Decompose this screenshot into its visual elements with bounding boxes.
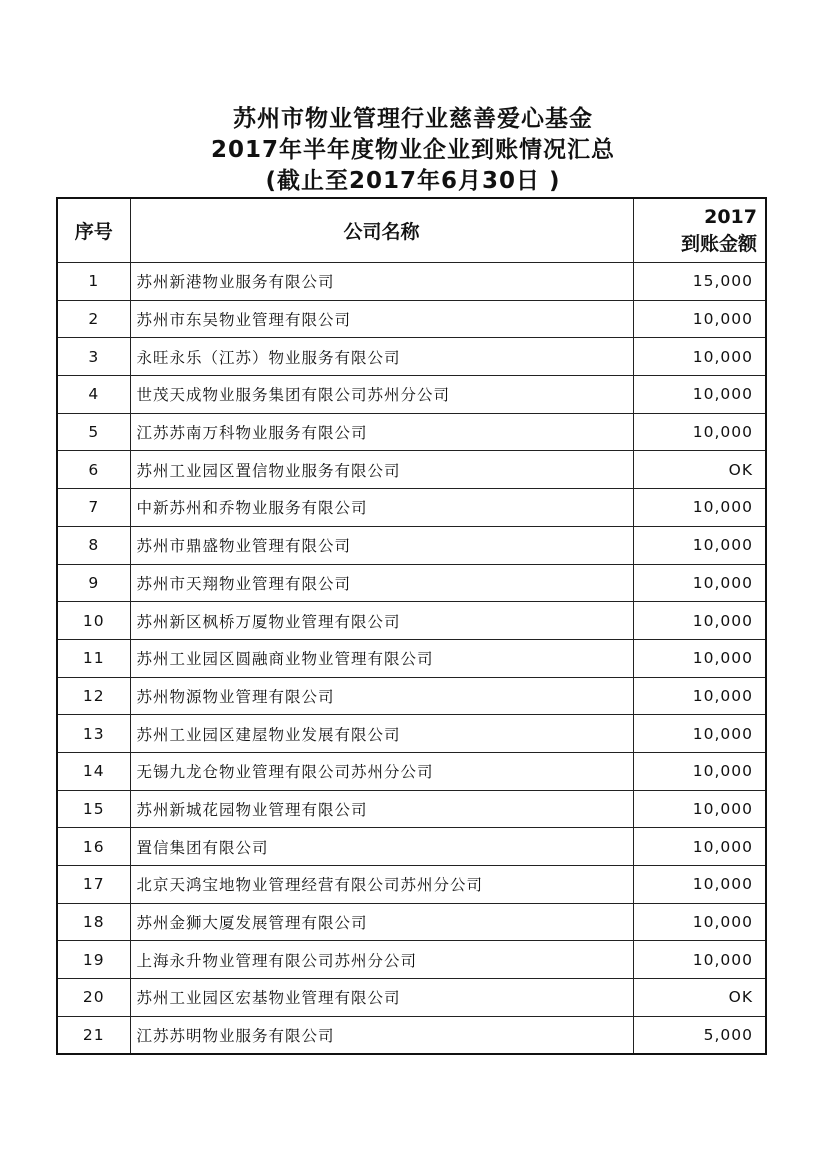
- row-amount: 10,000: [633, 715, 766, 753]
- row-amount: 10,000: [633, 376, 766, 414]
- table-row: [57, 903, 766, 941]
- row-index: 15: [57, 790, 130, 828]
- row-company: 置信集团有限公司: [130, 828, 633, 866]
- table-row: [57, 338, 766, 376]
- table-row: [57, 979, 766, 1017]
- title-line-2: 2017年半年度物业企业到账情况汇总: [210, 137, 615, 163]
- row-company: 江苏苏明物业服务有限公司: [130, 1016, 633, 1054]
- row-company: 苏州市东吴物业管理有限公司: [130, 300, 633, 338]
- row-amount: 10,000: [633, 639, 766, 677]
- row-company: 苏州市天翔物业管理有限公司: [130, 564, 633, 602]
- table-body: [57, 263, 766, 1055]
- title-line-3: (截止至2017年6月30日 ): [265, 168, 561, 194]
- row-company: 苏州物源物业管理有限公司: [130, 677, 633, 715]
- title-line-1: 苏州市物业管理行业慈善爱心基金: [233, 106, 593, 132]
- row-company: 苏州新城花园物业管理有限公司: [130, 790, 633, 828]
- header-amount: [633, 198, 766, 263]
- row-index: 1: [57, 263, 130, 301]
- row-amount: 10,000: [633, 752, 766, 790]
- row-company: 江苏苏南万科物业服务有限公司: [130, 413, 633, 451]
- row-company: 无锡九龙仓物业管理有限公司苏州分公司: [130, 752, 633, 790]
- row-amount: 10,000: [633, 790, 766, 828]
- table-row: [57, 564, 766, 602]
- row-amount: 10,000: [633, 300, 766, 338]
- table-row: [57, 451, 766, 489]
- row-index: 13: [57, 715, 130, 753]
- row-amount: 10,000: [633, 602, 766, 640]
- row-company: 苏州市鼎盛物业管理有限公司: [130, 526, 633, 564]
- document-title: [0, 104, 826, 197]
- table-header-row: [57, 198, 766, 263]
- table-row: [57, 263, 766, 301]
- row-company: 苏州工业园区建屋物业发展有限公司: [130, 715, 633, 753]
- table-row: [57, 752, 766, 790]
- table-row: [57, 489, 766, 527]
- row-index: 18: [57, 903, 130, 941]
- row-company: 苏州工业园区置信物业服务有限公司: [130, 451, 633, 489]
- row-amount: 5,000: [633, 1016, 766, 1054]
- table-row: [57, 413, 766, 451]
- table-row: [57, 715, 766, 753]
- row-company: 上海永升物业管理有限公司苏州分公司: [130, 941, 633, 979]
- row-index: 9: [57, 564, 130, 602]
- donation-table: [56, 197, 767, 1055]
- row-index: 21: [57, 1016, 130, 1054]
- table-row: [57, 639, 766, 677]
- table-row: [57, 526, 766, 564]
- row-company: 苏州金狮大厦发展管理有限公司: [130, 903, 633, 941]
- row-amount: 10,000: [633, 828, 766, 866]
- table-row: [57, 866, 766, 904]
- table-row: [57, 790, 766, 828]
- table-row: [57, 828, 766, 866]
- row-amount: OK: [633, 979, 766, 1017]
- row-amount: 10,000: [633, 677, 766, 715]
- row-index: 3: [57, 338, 130, 376]
- table-row: [57, 602, 766, 640]
- row-index: 17: [57, 866, 130, 904]
- row-index: 5: [57, 413, 130, 451]
- row-amount: 10,000: [633, 866, 766, 904]
- header-amount-label: 到账金额: [680, 232, 757, 255]
- row-company: 苏州工业园区圆融商业物业管理有限公司: [130, 639, 633, 677]
- row-index: 8: [57, 526, 130, 564]
- row-index: 16: [57, 828, 130, 866]
- row-company: 永旺永乐（江苏）物业服务有限公司: [130, 338, 633, 376]
- header-amount-year: 2017: [704, 205, 757, 228]
- row-amount: 10,000: [633, 903, 766, 941]
- row-company: 苏州新港物业服务有限公司: [130, 263, 633, 301]
- row-index: 4: [57, 376, 130, 414]
- row-index: 19: [57, 941, 130, 979]
- row-company: 中新苏州和乔物业服务有限公司: [130, 489, 633, 527]
- row-amount: 10,000: [633, 564, 766, 602]
- row-amount: OK: [633, 451, 766, 489]
- row-amount: 10,000: [633, 338, 766, 376]
- table-row: [57, 1016, 766, 1054]
- row-company: 世茂天成物业服务集团有限公司苏州分公司: [130, 376, 633, 414]
- table-row: [57, 941, 766, 979]
- table-row: [57, 300, 766, 338]
- row-amount: 10,000: [633, 489, 766, 527]
- row-company: 苏州新区枫桥万厦物业管理有限公司: [130, 602, 633, 640]
- row-amount: 15,000: [633, 263, 766, 301]
- row-company: 北京天鸿宝地物业管理经营有限公司苏州分公司: [130, 866, 633, 904]
- header-company: 公司名称: [130, 198, 633, 263]
- row-amount: 10,000: [633, 413, 766, 451]
- header-index: 序号: [57, 198, 130, 263]
- row-index: 12: [57, 677, 130, 715]
- row-index: 20: [57, 979, 130, 1017]
- row-amount: 10,000: [633, 941, 766, 979]
- table-row: [57, 677, 766, 715]
- row-index: 7: [57, 489, 130, 527]
- table-row: [57, 376, 766, 414]
- row-index: 6: [57, 451, 130, 489]
- row-index: 14: [57, 752, 130, 790]
- row-company: 苏州工业园区宏基物业管理有限公司: [130, 979, 633, 1017]
- row-index: 10: [57, 602, 130, 640]
- row-index: 2: [57, 300, 130, 338]
- row-index: 11: [57, 639, 130, 677]
- row-amount: 10,000: [633, 526, 766, 564]
